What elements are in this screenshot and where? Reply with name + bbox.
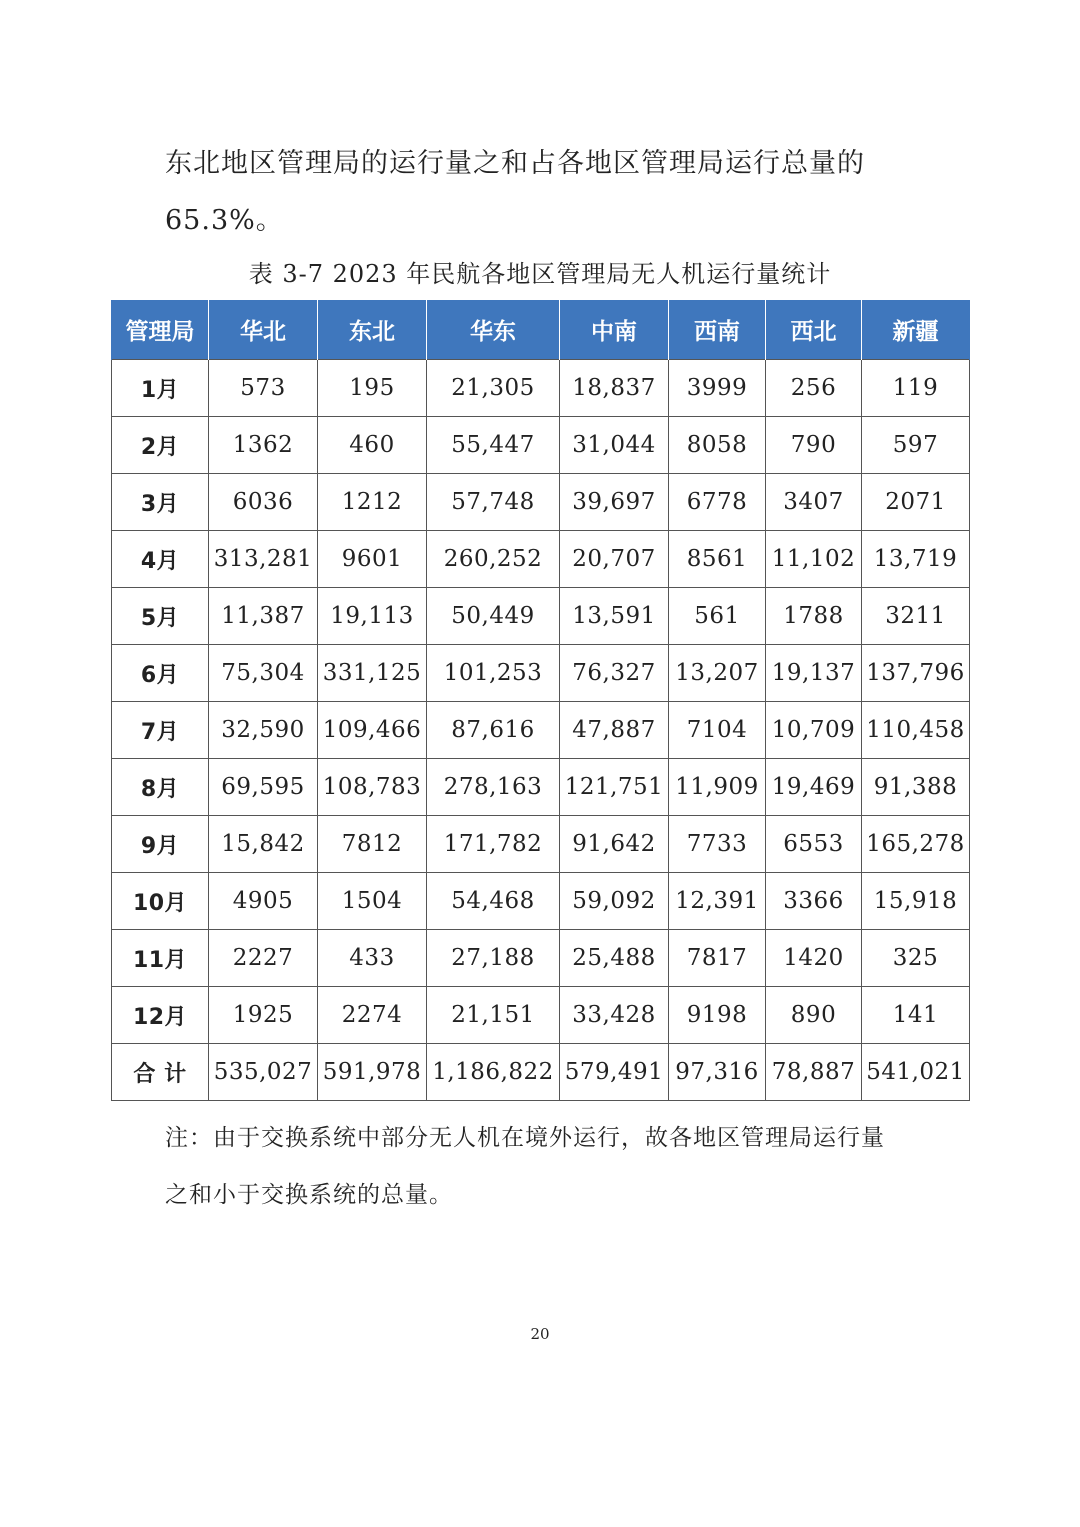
row-header-cell: 1月 <box>112 360 209 417</box>
table-cell: 790 <box>766 417 862 474</box>
table-cell: 1788 <box>766 588 862 645</box>
table-cell: 890 <box>766 987 862 1044</box>
row-header-cell: 11月 <box>112 930 209 987</box>
table-cell: 460 <box>318 417 427 474</box>
table-cell: 171,782 <box>427 816 560 873</box>
table-cell: 109,466 <box>318 702 427 759</box>
table-cell: 19,137 <box>766 645 862 702</box>
table-cell: 3366 <box>766 873 862 930</box>
table-cell: 91,642 <box>560 816 669 873</box>
table-cell: 165,278 <box>862 816 970 873</box>
row-header-cell: 2月 <box>112 417 209 474</box>
table-cell: 19,113 <box>318 588 427 645</box>
table-cell: 3211 <box>862 588 970 645</box>
table-header-row <box>112 300 970 360</box>
table-cell: 7104 <box>669 702 766 759</box>
row-header-cell: 7月 <box>112 702 209 759</box>
column-header: 华北 <box>209 300 318 360</box>
row-header-cell: 12月 <box>112 987 209 1044</box>
table-cell: 87,616 <box>427 702 560 759</box>
paragraph-line-2: 65.3%。 <box>165 205 284 236</box>
table-cell: 59,092 <box>560 873 669 930</box>
table-cell: 3407 <box>766 474 862 531</box>
table-cell: 325 <box>862 930 970 987</box>
table-cell: 8561 <box>669 531 766 588</box>
body-paragraph <box>165 135 925 249</box>
table-row <box>112 702 970 759</box>
table-row <box>112 360 970 417</box>
table-row <box>112 645 970 702</box>
table-cell: 55,447 <box>427 417 560 474</box>
table-cell: 33,428 <box>560 987 669 1044</box>
table-cell: 6553 <box>766 816 862 873</box>
drone-operations-table <box>111 300 970 1101</box>
table-cell: 1420 <box>766 930 862 987</box>
table-cell: 101,253 <box>427 645 560 702</box>
table-cell: 11,387 <box>209 588 318 645</box>
table-cell: 6036 <box>209 474 318 531</box>
table-cell: 13,719 <box>862 531 970 588</box>
table-cell: 1925 <box>209 987 318 1044</box>
table-cell: 78,887 <box>766 1044 862 1101</box>
table-cell: 278,163 <box>427 759 560 816</box>
table-cell: 119 <box>862 360 970 417</box>
note-line-2: 之和小于交换系统的总量。 <box>165 1182 453 1208</box>
column-header: 东北 <box>318 300 427 360</box>
table-cell: 597 <box>862 417 970 474</box>
table-cell: 2274 <box>318 987 427 1044</box>
table-cell: 141 <box>862 987 970 1044</box>
table-cell: 11,909 <box>669 759 766 816</box>
table-cell: 11,102 <box>766 531 862 588</box>
table-cell: 4905 <box>209 873 318 930</box>
table-cell: 21,305 <box>427 360 560 417</box>
table-cell: 25,488 <box>560 930 669 987</box>
table-cell: 47,887 <box>560 702 669 759</box>
table-cell: 260,252 <box>427 531 560 588</box>
table-cell: 110,458 <box>862 702 970 759</box>
table-row <box>112 873 970 930</box>
table-row <box>112 816 970 873</box>
table-caption: 表 3-7 2023 年民航各地区管理局无人机运行量统计 <box>248 260 832 288</box>
table-row <box>112 987 970 1044</box>
table-cell: 12,391 <box>669 873 766 930</box>
table-cell: 2071 <box>862 474 970 531</box>
table-cell: 7817 <box>669 930 766 987</box>
table-cell: 7812 <box>318 816 427 873</box>
table-note <box>165 1110 945 1224</box>
table-cell: 54,468 <box>427 873 560 930</box>
table-cell: 137,796 <box>862 645 970 702</box>
table-cell: 195 <box>318 360 427 417</box>
table-row <box>112 930 970 987</box>
table-cell: 6778 <box>669 474 766 531</box>
table-cell: 3999 <box>669 360 766 417</box>
row-header-cell: 5月 <box>112 588 209 645</box>
table-cell: 19,469 <box>766 759 862 816</box>
table-cell: 8058 <box>669 417 766 474</box>
table-cell: 76,327 <box>560 645 669 702</box>
table-row <box>112 1044 970 1101</box>
table-cell: 331,125 <box>318 645 427 702</box>
table-cell: 1504 <box>318 873 427 930</box>
table-cell: 1,186,822 <box>427 1044 560 1101</box>
table-cell: 13,591 <box>560 588 669 645</box>
table-cell: 1362 <box>209 417 318 474</box>
table-cell: 256 <box>766 360 862 417</box>
row-header-cell: 9月 <box>112 816 209 873</box>
table-cell: 57,748 <box>427 474 560 531</box>
table-cell: 1212 <box>318 474 427 531</box>
table-cell: 9198 <box>669 987 766 1044</box>
table-cell: 21,151 <box>427 987 560 1044</box>
table-cell: 579,491 <box>560 1044 669 1101</box>
table-cell: 561 <box>669 588 766 645</box>
table-cell: 91,388 <box>862 759 970 816</box>
table-cell: 13,207 <box>669 645 766 702</box>
note-line-1: 注：由于交换系统中部分无人机在境外运行，故各地区管理局运行量 <box>165 1125 885 1151</box>
table-cell: 10,709 <box>766 702 862 759</box>
table-cell: 535,027 <box>209 1044 318 1101</box>
column-header: 西北 <box>766 300 862 360</box>
row-header-cell: 8月 <box>112 759 209 816</box>
page-number: 20 <box>530 1325 550 1343</box>
table-cell: 121,751 <box>560 759 669 816</box>
table-row <box>112 531 970 588</box>
table-cell: 7733 <box>669 816 766 873</box>
table-row <box>112 417 970 474</box>
table-cell: 433 <box>318 930 427 987</box>
table-cell: 69,595 <box>209 759 318 816</box>
table-cell: 108,783 <box>318 759 427 816</box>
table-cell: 20,707 <box>560 531 669 588</box>
table-cell: 18,837 <box>560 360 669 417</box>
table-cell: 50,449 <box>427 588 560 645</box>
row-header-cell: 10月 <box>112 873 209 930</box>
table-row <box>112 588 970 645</box>
column-header: 西南 <box>669 300 766 360</box>
row-header-cell: 4月 <box>112 531 209 588</box>
column-header: 新疆 <box>862 300 970 360</box>
row-header-cell: 6月 <box>112 645 209 702</box>
column-header: 管理局 <box>112 300 209 360</box>
table-cell: 97,316 <box>669 1044 766 1101</box>
row-header-cell: 3月 <box>112 474 209 531</box>
row-header-cell: 合 计 <box>112 1044 209 1101</box>
table-cell: 573 <box>209 360 318 417</box>
column-header: 中南 <box>560 300 669 360</box>
table-body <box>112 360 970 1101</box>
table-row <box>112 474 970 531</box>
table-cell: 39,697 <box>560 474 669 531</box>
table-cell: 591,978 <box>318 1044 427 1101</box>
paragraph-line-1: 东北地区管理局的运行量之和占各地区管理局运行总量的 <box>165 148 865 179</box>
table-cell: 313,281 <box>209 531 318 588</box>
table-cell: 541,021 <box>862 1044 970 1101</box>
column-header: 华东 <box>427 300 560 360</box>
table-cell: 2227 <box>209 930 318 987</box>
table-cell: 9601 <box>318 531 427 588</box>
table-cell: 31,044 <box>560 417 669 474</box>
table-cell: 15,842 <box>209 816 318 873</box>
table-cell: 27,188 <box>427 930 560 987</box>
table-cell: 75,304 <box>209 645 318 702</box>
table-cell: 32,590 <box>209 702 318 759</box>
table-cell: 15,918 <box>862 873 970 930</box>
table-row <box>112 759 970 816</box>
